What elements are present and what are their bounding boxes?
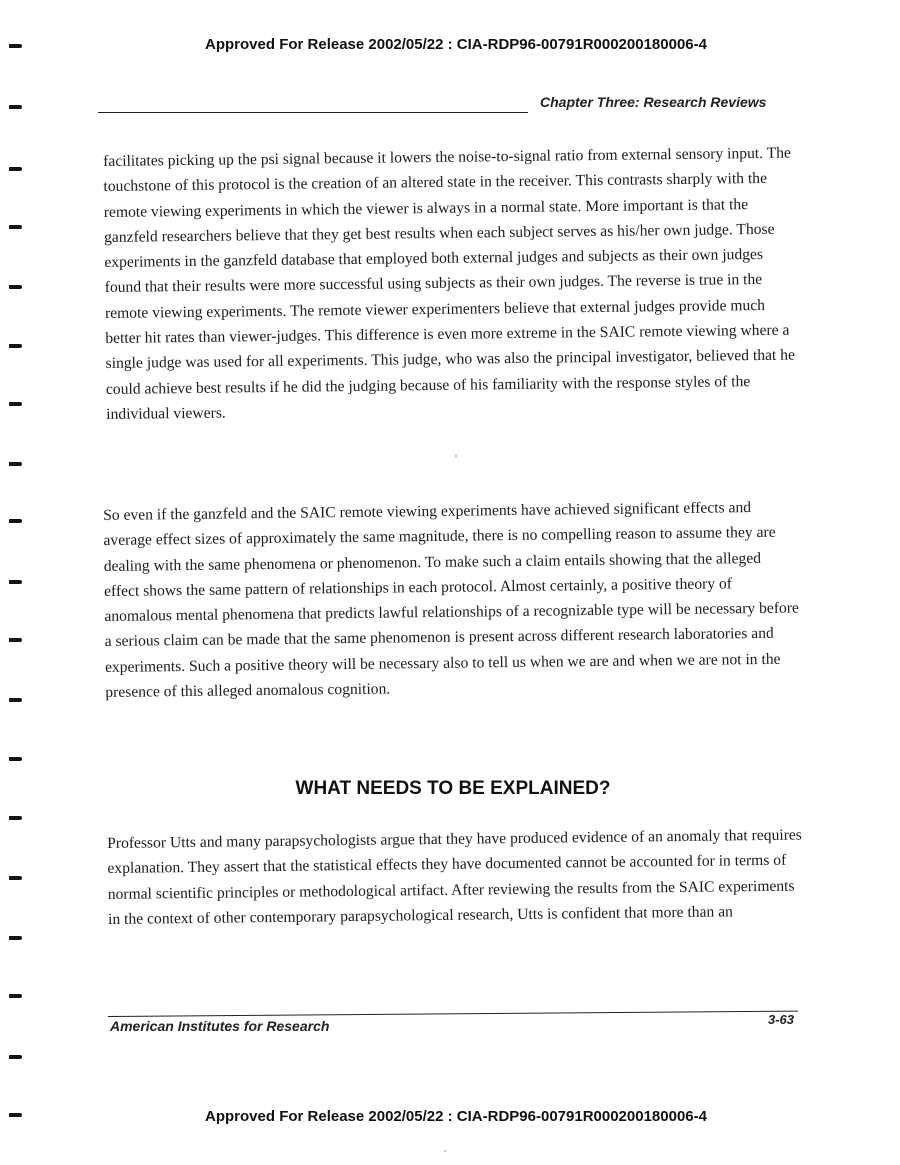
release-notice-top: Approved For Release 2002/05/22 : CIA-RDP96-00791R000200180006-4 xyxy=(205,36,707,53)
footer-organization: American Institutes for Research xyxy=(110,1018,330,1034)
chapter-title: Chapter Three: Research Reviews xyxy=(540,94,767,110)
punch-mark xyxy=(9,580,22,584)
body-paragraph: Professor Utts and many parapsychologists argue that they have produced evidence of an anomaly that requires explanation. They assert that the statistical effects they have documented cannot be accounted for in terms of normal scientific principles or methodological artifact. After reviewing the results from the SAIC experiments in the context of other contemporary parapsychological research, Utts is confident that more than an xyxy=(107,826,802,928)
punch-mark xyxy=(9,462,22,466)
header-rule xyxy=(98,112,528,113)
section-heading: WHAT NEEDS TO BE EXPLAINED? xyxy=(295,778,611,799)
punch-mark xyxy=(9,638,22,642)
punch-mark xyxy=(9,44,22,48)
punch-mark xyxy=(9,936,22,940)
page-number: 3-63 xyxy=(768,1012,795,1027)
punch-mark xyxy=(9,816,22,820)
footer-rule xyxy=(108,1011,798,1017)
punch-mark xyxy=(9,344,22,348)
punch-mark xyxy=(9,285,22,289)
body-paragraph: So even if the ganzfeld and the SAIC remote viewing experiments have achieved significant effects and average effect sizes of approximately the same magnitude, there is no compelling reason to assume they are dealing with the same phenomena or phenomenon. To make such a claim entails showing that the alleged effect shows the same pattern of relationships in each protocol. Almost certainly, a positive theory of anomalous mental phenomena that predicts lawful relationships of a recognizable type will be necessary before a serious claim can be made that the same phenomenon is present across different research laboratories and experiments. Such a positive theory will be necessary also to tell us when we are and when we are not in the presence of this alleged anomalous cognition. xyxy=(103,499,799,702)
punch-mark xyxy=(9,1113,22,1117)
punch-mark xyxy=(9,167,22,171)
punch-mark xyxy=(9,225,22,229)
punch-mark xyxy=(9,105,22,109)
release-notice-bottom: Approved For Release 2002/05/22 : CIA-RDP96-00791R000200180006-4 xyxy=(205,1108,707,1125)
punch-mark xyxy=(9,519,22,523)
punch-mark xyxy=(9,698,22,702)
scan-speck xyxy=(455,455,457,457)
body-paragraph: facilitates picking up the psi signal because it lowers the noise-to-signal ratio from external sensory input. The touchstone of this protocol is the creation of an altered state in the receiver. This contrasts sharply with the remote viewing experiments in which the viewer is always in a normal state. More important is that the ganzfeld researchers believe that they get best results when each subject serves as his/her own judge. Those experiments in the ganzfeld database that employed both external judges and subjects as their own judges found that their results were more successful using subjects as their own judges. The reverse is true in the remote viewing experiments. The remote viewer experimenters believe that external judges provide much better hit rates than viewer-judges. This difference is even more extreme in the SAIC remote viewing where a single judge was used for all experiments. This judge, who was also the principal investigator, believed that he could achieve best results if he did the judging because of his familiarity with the response styles of the individual viewers. xyxy=(103,144,796,423)
punch-mark xyxy=(9,1055,22,1059)
punch-mark xyxy=(9,757,22,761)
punch-mark xyxy=(9,994,22,998)
punch-mark xyxy=(9,402,22,406)
punch-mark xyxy=(9,876,22,880)
scan-speck xyxy=(444,1150,446,1152)
